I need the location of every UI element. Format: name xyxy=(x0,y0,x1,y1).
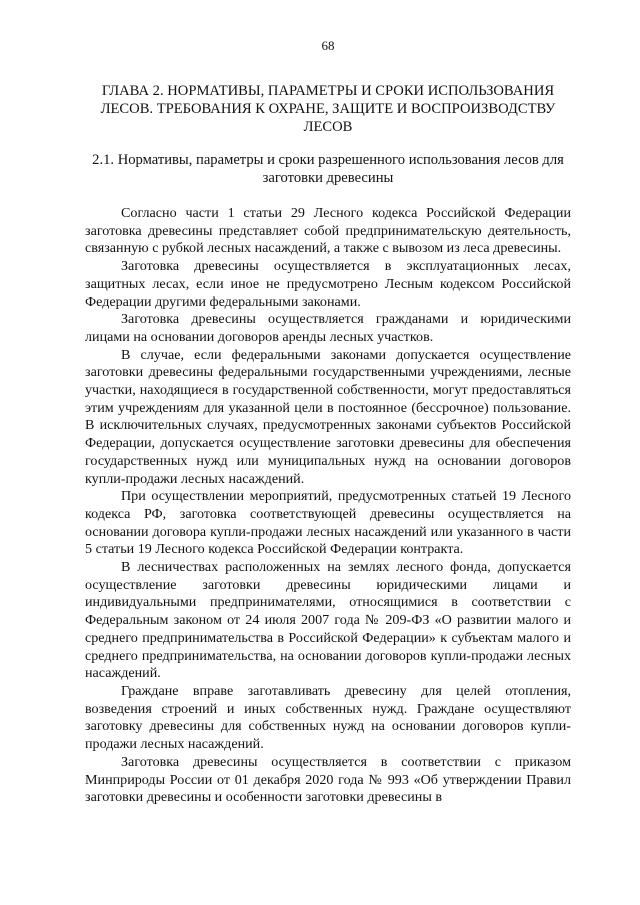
paragraph: Заготовка древесины осуществляется в эксплуатационных лесах, защитных лесах, если иное не предусмотрено Лесным кодексом Российской Федерации другими федеральными законами. xyxy=(85,258,571,310)
chapter-title: ГЛАВА 2. НОРМАТИВЫ, ПАРАМЕТРЫ И СРОКИ ИСПОЛЬЗОВАНИЯ ЛЕСОВ. ТРЕБОВАНИЯ К ОХРАНЕ, ЗАЩИТЕ И ВОСПРОИЗВОДСТВУ ЛЕСОВ xyxy=(100,83,556,135)
paragraph: При осуществлении мероприятий, предусмотренных статьей 19 Лесного кодекса РФ, заготовка соответствующей древесины осуществляется на основании договора купли-продажи лесных насаждений или указанного в части 5 статьи 19 Лесного кодекса Российской Федерации контракта. xyxy=(85,488,571,558)
paragraph: В лесничествах расположенных на землях лесного фонда, допускается осуществление заготовки древесины юридическими лицами и индивидуальными предпринимателями, относящимися в соответствии с Федеральным законом от 24 июля 2007 года № 209-ФЗ «О развитии малого и среднего предпринимательства в Российской Федерации» к субъектам малого и среднего предпринимательства, на основании договоров купли-продажи лесных насаждений. xyxy=(85,559,571,682)
paragraph: Граждане вправе заготавливать древесину для целей отопления, возведения строений и иных собственных нужд. Граждане осуществляют заготовку древесины для собственных нужд на основании договоров купли-продажи лесных насаждений. xyxy=(85,682,571,753)
page-number: 68 xyxy=(321,38,335,53)
paragraph: В случае, если федеральными законами допускается осуществление заготовки древесины федеральными государственными учреждениями, лесные участки, находящиеся в государственной собственности, могут предоставляться этим учреждениям для указанной цели в постоянное (бессрочное) пользование. В исключительных случаях, предусмотренных законами субъектов Российской Федерации, допускается осуществление заготовки древесины для обеспечения государственных нужд или муниципальных нужд на основании договоров купли-продажи лесных насаждений. xyxy=(85,346,571,487)
body-text xyxy=(85,205,571,807)
paragraph: Заготовка древесины осуществляется гражданами и юридическими лицами на основании договоров аренды лесных участков. xyxy=(85,311,571,345)
paragraph: Заготовка древесины осуществляется в соответствии с приказом Минприроды России от 01 декабря 2020 года № 993 «Об утверждении Правил заготовки древесины и особенности заготовки древесины в xyxy=(85,753,571,806)
paragraph: Согласно части 1 статьи 29 Лесного кодекса Российской Федерации заготовка древесины представляет собой предпринимательскую деятельность, связанную с рубкой лесных насаждений, а также с вывозом из леса древесины. xyxy=(85,205,571,257)
section-title: 2.1. Нормативы, параметры и сроки разрешенного использования лесов для заготовки древесины xyxy=(92,152,564,186)
